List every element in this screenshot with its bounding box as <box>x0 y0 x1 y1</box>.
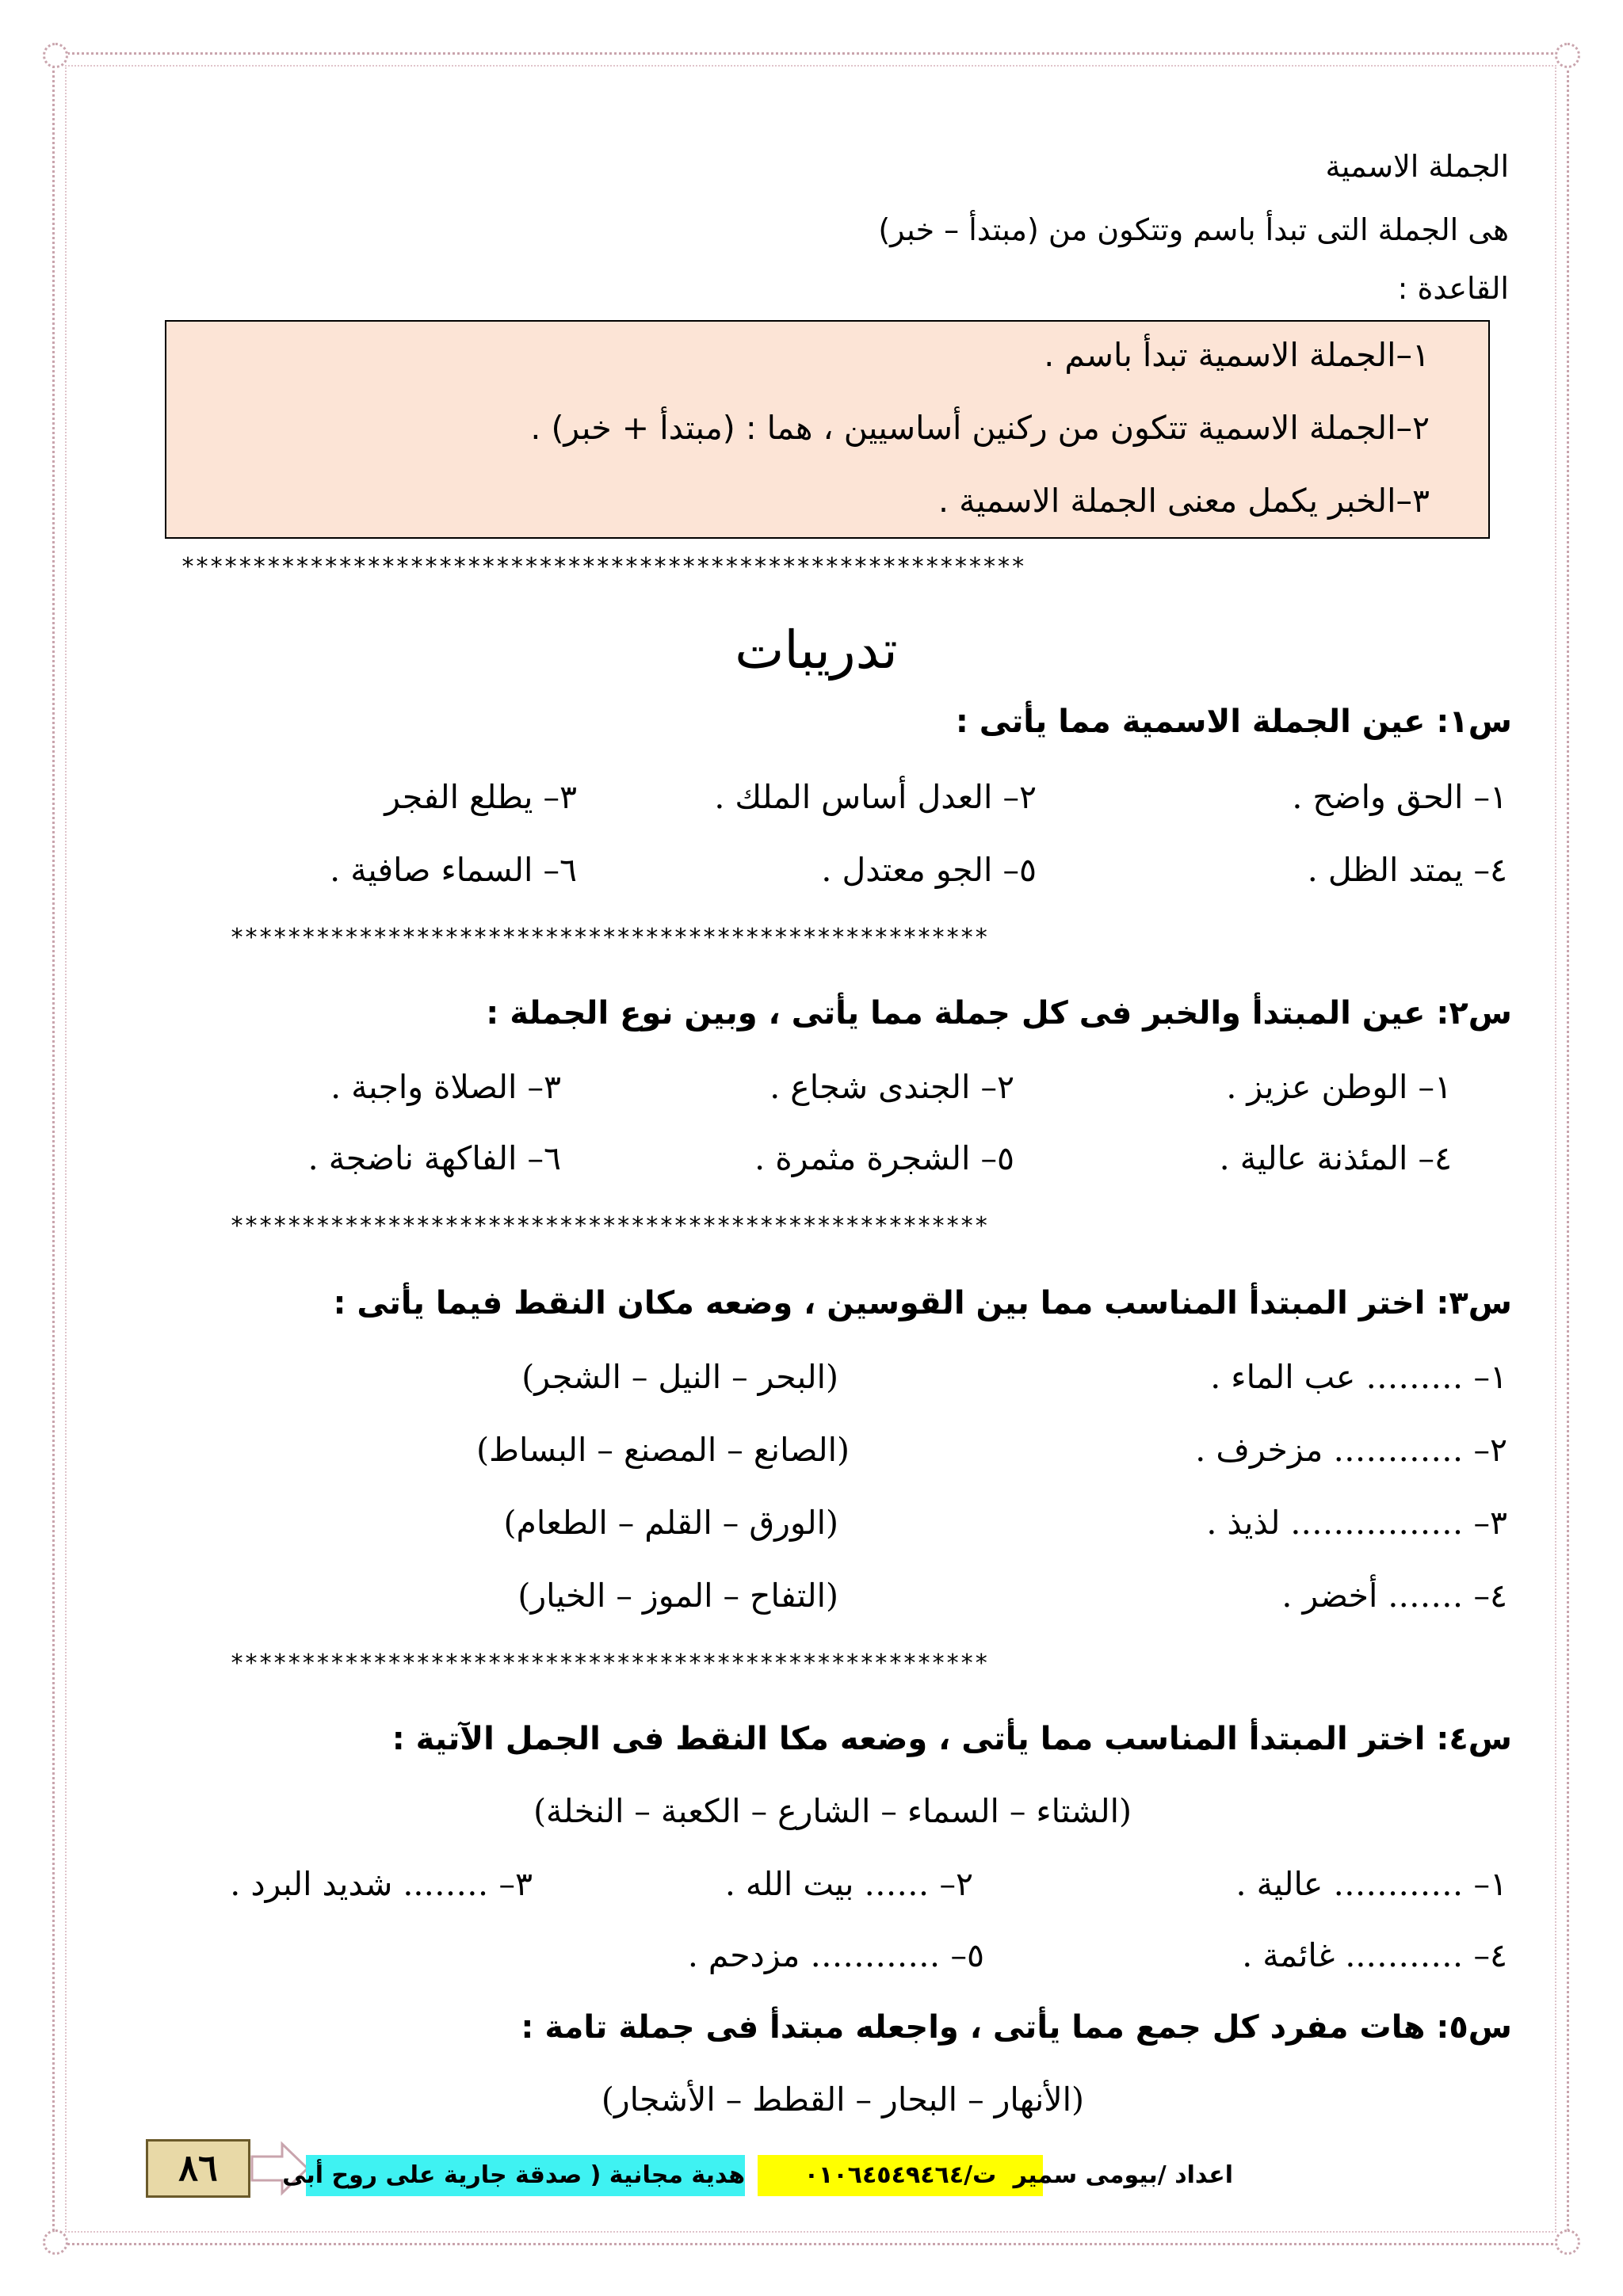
q1-item: ٢– العدل أساس الملك . <box>714 778 1037 816</box>
rule-item: ٢–الجملة الاسمية تتكون من ركنين أساسيين ، هما : (مبتدأ + خبر) . <box>530 409 1430 447</box>
footer-author: اعداد /بيومى سمير <box>1013 2161 1233 2189</box>
q4-item: ٤– ……….. غائمة . <box>1242 1936 1507 1974</box>
question-1-prompt: س١: عين الجملة الاسمية مما يأتى : <box>955 704 1512 740</box>
page-number-badge <box>146 2139 250 2198</box>
separator: ***************************************************** <box>230 1212 989 1240</box>
q2-item: ٥– الشجرة مثمرة . <box>754 1139 1014 1177</box>
page-number: ٨٦ <box>178 2146 218 2189</box>
footer-phone: ت/٠١٠٦٤٥٤٩٤٦٤ <box>804 2161 997 2189</box>
separator: *********************************************************** <box>181 553 1025 581</box>
rule-item: ٣–الخبر يكمل معنى الجملة الاسمية . <box>938 482 1430 520</box>
q2-item: ٢– الجندى شجاع . <box>769 1068 1014 1106</box>
q3-options: (الصانع – المصنع – البساط) <box>476 1431 850 1469</box>
border-corner-ornament <box>43 2229 68 2255</box>
q3-item: ٤– ……. أخضر . <box>1281 1577 1507 1615</box>
q4-item: ٣– …….. شديد البرد . <box>230 1865 533 1903</box>
q3-options: (البحر – النيل – الشجر) <box>521 1358 838 1396</box>
q4-options: (الشتاء – السماء – الشارع – الكعبة – النخلة) <box>533 1792 1132 1830</box>
rule-item: ١–الجملة الاسمية تبدأ باسم . <box>1044 336 1430 374</box>
footer-phone-highlight <box>758 2155 1043 2196</box>
question-4-prompt: س٤: اختر المبتدأ المناسب مما يأتى ، وضعه مكا النقط فى الجمل الآتية : <box>391 1721 1512 1757</box>
q5-options: (الأنهار – البحار – القطط – الأشجار) <box>601 2081 1084 2119</box>
q3-options: (التفاح – الموز – الخيار) <box>517 1577 838 1615</box>
footer-dedication: هدية مجانية ( صدقة جارية على روح أبى <box>282 2161 745 2189</box>
q1-item: ٦– السماء صافية . <box>330 851 577 889</box>
question-3-prompt: س٣: اختر المبتدأ المناسب مما بين القوسين ، وضعه مكان النقط فيما يأتى : <box>333 1285 1512 1322</box>
q1-item: ١– الحق واضح . <box>1292 778 1507 816</box>
q4-item: ١– ………… عالية . <box>1235 1865 1507 1903</box>
question-2-prompt: س٢: عين المبتدأ والخبر فى كل جملة مما يأتى ، وبين نوع الجملة : <box>486 995 1512 1032</box>
q3-item: ١– ……… عب الماء . <box>1210 1358 1507 1396</box>
q2-item: ١– الوطن عزيز . <box>1226 1068 1452 1106</box>
separator: ***************************************************** <box>230 1650 989 1677</box>
lesson-title: الجملة الاسمية <box>1325 149 1509 184</box>
border-corner-ornament <box>1555 43 1580 68</box>
border-corner-ornament <box>43 43 68 68</box>
q3-item: ٢– ………… مزخرف . <box>1195 1431 1507 1469</box>
q2-item: ٦– الفاكهة ناضجة . <box>307 1139 561 1177</box>
q2-item: ٣– الصلاة واجبة . <box>330 1068 561 1106</box>
rule-label: القاعدة : <box>1397 271 1509 306</box>
q4-item: ٥– ………… مزدحم . <box>687 1936 984 1974</box>
section-heading: تدريبات <box>735 620 898 681</box>
q2-item: ٤– المئذنة عالية . <box>1219 1139 1452 1177</box>
question-5-prompt: س٥: هات مفرد كل جمع مما يأتى ، واجعله مبتدأ فى جملة تامة : <box>521 2009 1512 2046</box>
footer-dedication-highlight <box>282 2155 745 2196</box>
border-corner-ornament <box>1555 2229 1580 2255</box>
lesson-definition: هى الجملة التى تبدأ باسم وتتكون من (مبتدأ – خبر) <box>878 212 1509 247</box>
q1-item: ٥– الجو معتدل . <box>821 851 1037 889</box>
q1-item: ٣– يطلع الفجر <box>384 778 577 816</box>
separator: ***************************************************** <box>230 924 989 952</box>
q3-options: (الورق – القلم – الطعام) <box>503 1504 838 1542</box>
q3-item: ٣– ……………. لذيذ . <box>1206 1504 1507 1542</box>
q4-item: ٢– …… بيت الله . <box>724 1865 973 1903</box>
q1-item: ٤– يمتد الظل . <box>1307 851 1507 889</box>
